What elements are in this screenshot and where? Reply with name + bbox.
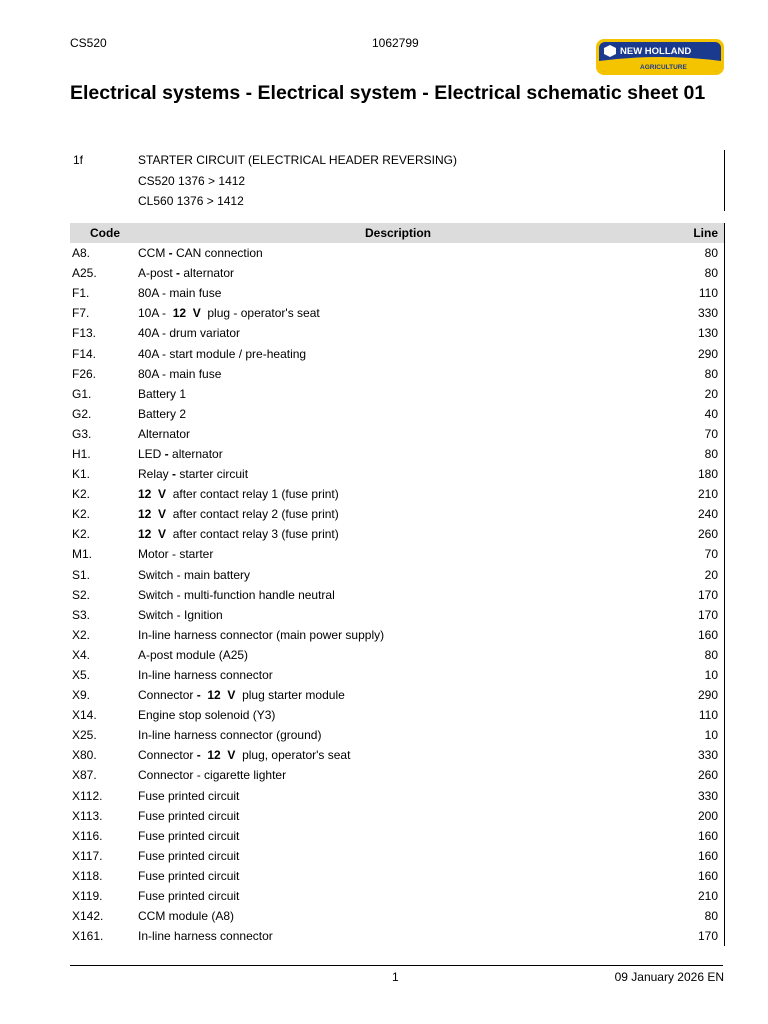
table-row	[70, 826, 725, 846]
cell-line: 20	[658, 384, 725, 404]
desc-text: Fuse printed circuit	[138, 889, 240, 904]
column-header-line: Line	[658, 223, 725, 243]
cell-line: 130	[658, 323, 725, 343]
desc-bold-text: 12 V	[138, 507, 170, 522]
table-row	[70, 806, 725, 826]
cell-description	[138, 404, 658, 424]
components-table	[70, 223, 725, 946]
cell-code: F1.	[72, 286, 90, 301]
table-row	[70, 283, 725, 303]
desc-text-suffix: CAN connection	[176, 246, 263, 261]
cell-description	[138, 424, 658, 444]
table-row	[70, 665, 725, 685]
cell-description	[138, 645, 658, 665]
cell-line: 260	[658, 524, 725, 544]
cell-code: X14.	[72, 708, 97, 723]
desc-text: CCM module (A8)	[138, 909, 235, 924]
cell-line: 10	[658, 665, 725, 685]
table-row	[70, 926, 725, 946]
desc-bold-text: - 12 V	[193, 688, 239, 703]
table-row	[70, 906, 725, 926]
table-row	[70, 745, 725, 765]
table-row	[70, 685, 725, 705]
cell-code: X113.	[72, 808, 103, 823]
desc-text: A-post	[138, 266, 173, 281]
desc-text: 40A - start module / pre-heating	[138, 346, 307, 361]
cell-description	[138, 906, 658, 926]
desc-text: In-line harness connector	[138, 668, 273, 683]
desc-text: Motor - starter	[138, 547, 214, 562]
cell-description	[138, 786, 658, 806]
cell-code: K2.	[72, 507, 91, 522]
desc-text: Relay	[138, 467, 169, 482]
desc-text-suffix: alternator	[183, 266, 235, 281]
desc-text-suffix: after contact relay 1 (fuse print)	[169, 487, 339, 502]
desc-text: In-line harness connector (ground)	[138, 728, 322, 743]
table-row	[70, 303, 725, 323]
cell-description	[138, 565, 658, 585]
cell-description	[138, 765, 658, 785]
desc-text: Switch - main battery	[138, 567, 251, 582]
desc-text: CCM	[138, 246, 166, 261]
table-row	[70, 504, 725, 524]
table-row	[70, 323, 725, 343]
desc-text: Fuse printed circuit	[138, 868, 240, 883]
cell-code: X119.	[72, 889, 103, 904]
desc-text: 80A - main fuse	[138, 366, 222, 381]
cell-description	[138, 364, 658, 384]
cell-description	[138, 605, 658, 625]
cell-line: 80	[658, 263, 725, 283]
cell-code: X161.	[72, 929, 104, 944]
section-line-3: CL560 1376 > 1412	[138, 194, 244, 208]
cell-line: 160	[658, 866, 725, 886]
desc-bold-text: - 12 V	[193, 748, 239, 763]
cell-line: 170	[658, 926, 725, 946]
cell-line: 160	[658, 846, 725, 866]
section-divider	[724, 150, 725, 211]
table-row	[70, 464, 725, 484]
cell-line: 180	[658, 464, 725, 484]
desc-text: Connector	[138, 748, 194, 763]
cell-description	[138, 243, 658, 263]
cell-code: G3.	[72, 426, 92, 441]
desc-text: Connector - cigarette lighter	[138, 768, 287, 783]
cell-description	[138, 866, 658, 886]
cell-description	[138, 846, 658, 866]
cell-code: K2.	[72, 487, 91, 502]
cell-code: S2.	[72, 587, 91, 602]
cell-line: 160	[658, 826, 725, 846]
cell-code: X142.	[72, 909, 104, 924]
column-header-description: Description	[138, 223, 658, 243]
cell-code: A8.	[72, 246, 91, 261]
table-row	[70, 263, 725, 283]
cell-line: 70	[658, 424, 725, 444]
cell-code: X2.	[72, 627, 91, 642]
cell-description	[138, 886, 658, 906]
desc-text: Fuse printed circuit	[138, 788, 240, 803]
cell-code: F26.	[72, 366, 97, 381]
cell-line: 330	[658, 745, 725, 765]
cell-code: X116.	[72, 828, 103, 843]
cell-description	[138, 524, 658, 544]
cell-line: 210	[658, 886, 725, 906]
cell-code: G1.	[72, 386, 92, 401]
cell-description	[138, 725, 658, 745]
cell-code: X4.	[72, 647, 91, 662]
desc-bold-text: -	[168, 467, 180, 482]
table-row	[70, 484, 725, 504]
cell-line: 40	[658, 404, 725, 424]
cell-line: 260	[658, 765, 725, 785]
cell-description	[138, 926, 658, 946]
table-row	[70, 444, 725, 464]
page-title: Electrical systems - Electrical system - Electrical schematic sheet 01	[70, 82, 706, 104]
cell-code: X80.	[72, 748, 97, 763]
desc-text-suffix: starter circuit	[179, 467, 249, 482]
table-row	[70, 866, 725, 886]
cell-description	[138, 625, 658, 645]
table-row	[70, 524, 725, 544]
cell-description	[138, 685, 658, 705]
desc-text-suffix: plug, operator's seat	[238, 748, 351, 763]
table-row	[70, 725, 725, 745]
cell-description	[138, 585, 658, 605]
cell-line: 330	[658, 303, 725, 323]
desc-bold-text: 12 V	[138, 527, 170, 542]
table-row	[70, 343, 725, 363]
desc-text: In-line harness connector	[138, 929, 273, 944]
section-line-2: CS520 1376 > 1412	[138, 174, 246, 188]
table-row	[70, 886, 725, 906]
table-row	[70, 605, 725, 625]
table-row	[70, 585, 725, 605]
cell-code: X118.	[72, 868, 103, 883]
new-holland-logo	[596, 39, 724, 75]
table-row	[70, 846, 725, 866]
cell-line: 210	[658, 484, 725, 504]
cell-line: 290	[658, 343, 725, 363]
cell-code: X87.	[72, 768, 97, 783]
cell-line: 290	[658, 685, 725, 705]
table-row	[70, 364, 725, 384]
cell-line: 80	[658, 906, 725, 926]
section-header	[70, 150, 725, 211]
logo-brand-text: NEW HOLLAND	[620, 46, 692, 57]
cell-code: S3.	[72, 607, 91, 622]
cell-line: 20	[658, 565, 725, 585]
cell-description	[138, 665, 658, 685]
cell-line: 330	[658, 786, 725, 806]
cell-code: K2.	[72, 527, 91, 542]
cell-description	[138, 263, 658, 283]
cell-code: X9.	[72, 688, 91, 703]
logo-sub-text: AGRICULTURE	[640, 64, 687, 71]
cell-description	[138, 806, 658, 826]
page-number: 1	[392, 970, 399, 984]
desc-text: Fuse printed circuit	[138, 808, 240, 823]
desc-text: Engine stop solenoid (Y3)	[138, 708, 276, 723]
desc-text: 10A -	[138, 306, 170, 321]
cell-line: 70	[658, 544, 725, 564]
table-row	[70, 765, 725, 785]
cell-description	[138, 826, 658, 846]
desc-text-suffix: after contact relay 3 (fuse print)	[169, 527, 339, 542]
table-row	[70, 705, 725, 725]
desc-text: Fuse printed circuit	[138, 828, 240, 843]
cell-code: A25.	[72, 266, 97, 281]
desc-bold-text: -	[165, 246, 176, 261]
cell-description	[138, 504, 658, 524]
desc-text-suffix: plug starter module	[238, 688, 345, 703]
cell-description	[138, 484, 658, 504]
section-number: 1f	[73, 153, 84, 167]
cell-description	[138, 283, 658, 303]
desc-bold-text: -	[172, 266, 184, 281]
cell-description	[138, 745, 658, 765]
section-line-1: STARTER CIRCUIT (ELECTRICAL HEADER REVERSING)	[138, 153, 457, 167]
desc-text: A-post module (A25)	[138, 647, 249, 662]
cell-code: F7.	[72, 306, 90, 321]
cell-code: S1.	[72, 567, 91, 582]
desc-text: In-line harness connector (main power supply)	[138, 627, 385, 642]
table-row	[70, 243, 725, 263]
desc-bold-text: 12 V	[169, 306, 205, 321]
footer-date: 09 January 2026 EN	[614, 970, 724, 984]
desc-text-suffix: after contact relay 2 (fuse print)	[169, 507, 339, 522]
cell-description	[138, 303, 658, 323]
table-row	[70, 404, 725, 424]
cell-code: F14.	[72, 346, 97, 361]
column-header-code: Code	[70, 223, 138, 243]
desc-bold-text: 12 V	[138, 487, 170, 502]
cell-line: 200	[658, 806, 725, 826]
cell-code: K1.	[72, 467, 91, 482]
desc-bold-text: -	[161, 446, 173, 461]
cell-line: 80	[658, 364, 725, 384]
desc-text-suffix: alternator	[172, 446, 223, 461]
desc-text: LED	[138, 446, 162, 461]
cell-code: X5.	[72, 668, 91, 683]
desc-text: 40A - drum variator	[138, 326, 241, 341]
desc-text: Connector	[138, 688, 194, 703]
cell-line: 80	[658, 444, 725, 464]
cell-line: 170	[658, 585, 725, 605]
cell-description	[138, 464, 658, 484]
cell-line: 160	[658, 625, 725, 645]
cell-line: 10	[658, 725, 725, 745]
cell-line: 240	[658, 504, 725, 524]
cell-code: H1.	[72, 446, 91, 461]
desc-text: Alternator	[138, 426, 191, 441]
cell-line: 80	[658, 645, 725, 665]
cell-description	[138, 343, 658, 363]
desc-text: Switch - multi-function handle neutral	[138, 587, 335, 602]
desc-text-suffix: plug - operator's seat	[204, 306, 320, 321]
cell-line: 110	[658, 705, 725, 725]
cell-line: 80	[658, 243, 725, 263]
cell-description	[138, 323, 658, 343]
cell-code: F13.	[72, 326, 97, 341]
table-row	[70, 424, 725, 444]
table-row	[70, 625, 725, 645]
table-row	[70, 544, 725, 564]
desc-text: Battery 1	[138, 386, 187, 401]
table-row	[70, 565, 725, 585]
header-doc-number: 1062799	[372, 36, 419, 50]
cell-code: X112.	[72, 788, 103, 803]
table-row	[70, 645, 725, 665]
table-row	[70, 786, 725, 806]
desc-text: Switch - Ignition	[138, 607, 223, 622]
cell-code: G2.	[72, 406, 92, 421]
table-row	[70, 384, 725, 404]
desc-text: 80A - main fuse	[138, 286, 222, 301]
cell-code: X117.	[72, 848, 103, 863]
cell-description	[138, 444, 658, 464]
cell-line: 170	[658, 605, 725, 625]
cell-code: X25.	[72, 728, 97, 743]
cell-line: 110	[658, 283, 725, 303]
desc-text: Fuse printed circuit	[138, 848, 240, 863]
desc-text: Battery 2	[138, 406, 187, 421]
cell-description	[138, 544, 658, 564]
cell-description	[138, 705, 658, 725]
cell-description	[138, 384, 658, 404]
footer-rule	[70, 965, 723, 966]
header-model: CS520	[70, 36, 107, 50]
cell-code: M1.	[72, 547, 93, 562]
table-header-row	[70, 223, 725, 243]
